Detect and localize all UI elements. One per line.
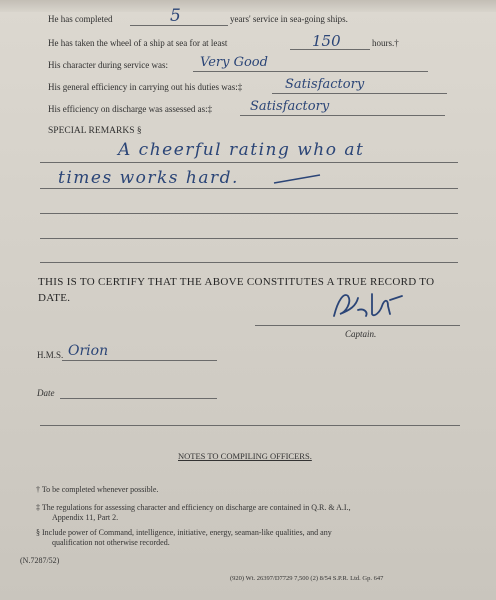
remarks-rule-5 xyxy=(40,262,458,263)
special-remarks-heading: SPECIAL REMARKS § xyxy=(48,126,142,136)
remarks-rule-2 xyxy=(40,188,458,189)
years-suffix: years' service in sea-going ships. xyxy=(230,14,348,24)
discharge-label: His efficiency on discharge was assessed as:‡ xyxy=(48,104,213,114)
efficiency-underline xyxy=(272,93,447,94)
hms-value: Orion xyxy=(68,343,109,359)
efficiency-label: His general efficiency in carrying out his duties was:‡ xyxy=(48,82,243,92)
section-divider xyxy=(40,425,460,426)
remarks-handwriting-line1: A cheerful rating who at xyxy=(118,140,365,160)
date-label: Date xyxy=(37,388,55,398)
character-label: His character during service was: xyxy=(48,60,168,70)
certify-statement: THIS IS TO CERTIFY THAT THE ABOVE CONSTITUTES A TRUE RECORD TO DATE. xyxy=(38,276,435,304)
note-2-line1: ‡ The regulations for assessing character and efficiency on discharge are contained in Q.R. & A.I., xyxy=(36,503,351,512)
paper-fold xyxy=(0,0,496,12)
captain-label: Captain. xyxy=(345,329,377,339)
note-2-line2: Appendix 11, Part 2. xyxy=(52,513,119,522)
notes-title: NOTES TO COMPILING OFFICERS. xyxy=(178,451,312,461)
years-value: 5 xyxy=(170,6,181,26)
character-underline xyxy=(193,71,428,72)
note-1: † To be completed whenever possible. xyxy=(36,485,159,494)
remarks-rule-1 xyxy=(40,162,458,163)
form-number: (N.7287/52) xyxy=(20,556,60,565)
captain-signature-line xyxy=(255,325,460,326)
captain-signature xyxy=(328,288,408,324)
discharge-underline xyxy=(240,115,445,116)
remarks-rule-4 xyxy=(40,238,458,239)
efficiency-value: Satisfactory xyxy=(285,77,365,92)
wheel-value: 150 xyxy=(312,32,341,50)
years-prefix: He has completed xyxy=(48,14,113,24)
wheel-prefix: He has taken the wheel of a ship at sea for at least xyxy=(48,38,228,48)
hms-label: H.M.S. xyxy=(37,350,64,360)
remarks-handwriting-line2: times works hard. xyxy=(58,168,239,188)
character-value: Very Good xyxy=(200,55,268,70)
wheel-suffix: hours.† xyxy=(372,38,399,48)
discharge-value: Satisfactory xyxy=(250,99,330,114)
print-info: (920) Wt. 26397/D7729 7,500 (2) 8/54 S.P.R. Ltd. Gp. 647 xyxy=(230,575,384,582)
hms-underline xyxy=(62,360,217,361)
note-3-line1: § Include power of Command, intelligence, initiative, energy, seaman-like qualities, and any xyxy=(36,528,332,537)
date-underline xyxy=(60,398,217,399)
remarks-rule-3 xyxy=(40,213,458,214)
pen-stroke-mark xyxy=(272,172,324,186)
note-3-line2: qualification not otherwise recorded. xyxy=(52,538,170,547)
